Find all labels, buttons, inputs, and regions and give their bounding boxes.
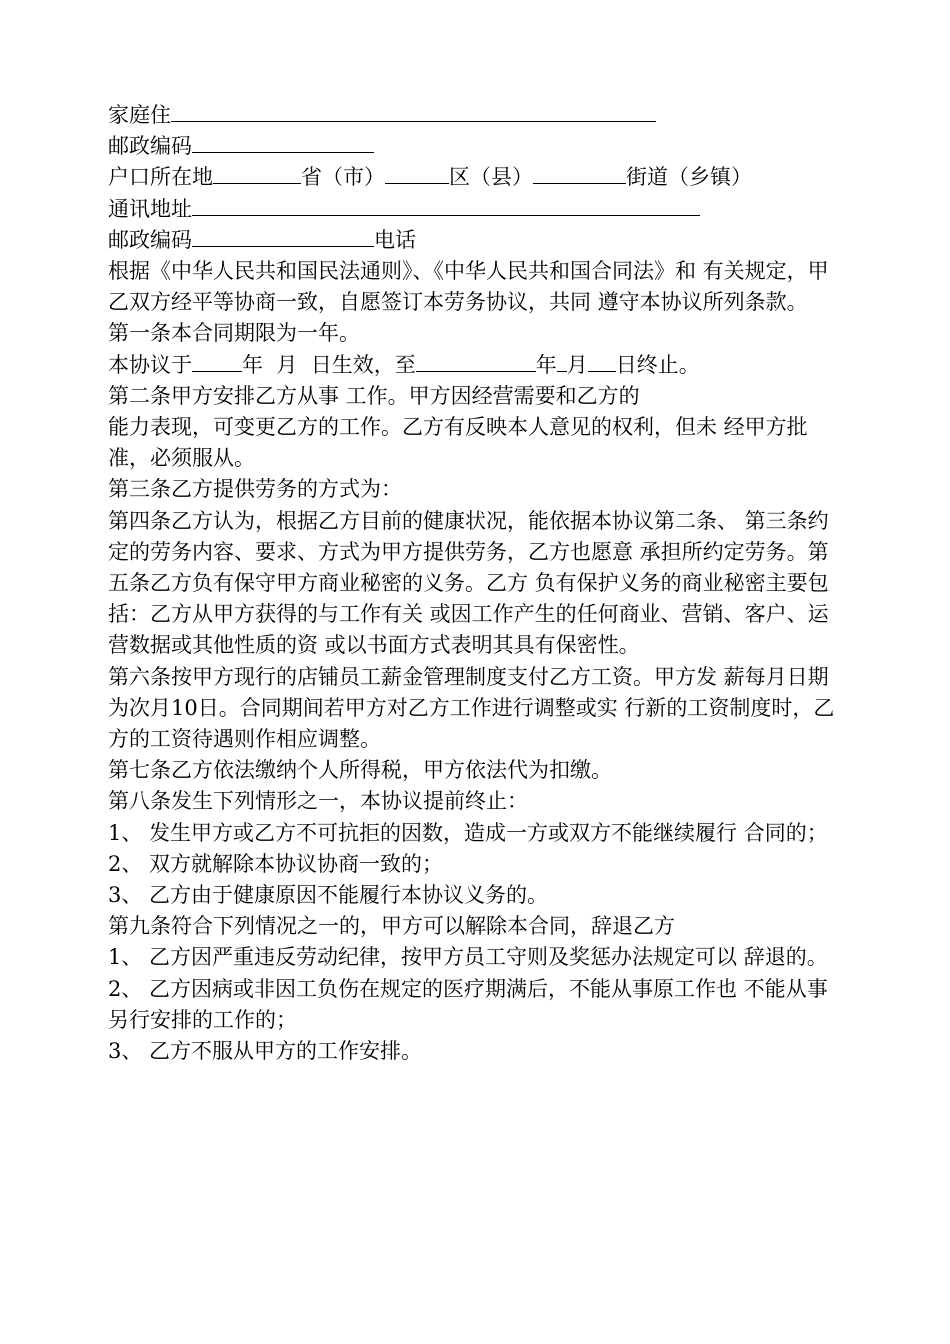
home-address-blank	[171, 100, 656, 122]
postcode-phone-line	[108, 225, 848, 256]
hukou-line	[108, 162, 848, 193]
article-3: 第三条乙方提供劳务的方式为：	[108, 477, 402, 502]
intro-paragraph: 根据《中华人民共和国民法通则》、《中华人民共和国合同法》和 有关规定，甲乙双方经平等协商一致，自愿签订本劳务协议，共同 遵守本协议所列条款。	[108, 258, 829, 315]
hukou-street-blank	[533, 162, 626, 184]
province-label: 省（市）	[301, 165, 385, 190]
end-year-label: 年	[535, 352, 557, 377]
end-month-blank	[557, 350, 567, 372]
hukou-label: 户口所在地	[108, 165, 213, 190]
article-9-item: 1、 乙方因严重违反劳动纪律，按甲方员工守则及奖惩办法规定可以 辞退的。	[108, 945, 828, 970]
start-day-label: 日生效，至	[310, 352, 416, 377]
mailing-address-label: 通讯地址	[108, 196, 192, 221]
postcode-label-2: 邮政编码	[108, 227, 192, 252]
district-label: 区（县）	[449, 165, 533, 190]
mailing-address-blank	[192, 194, 700, 216]
article-9: 第九条符合下列情况之一的，甲方可以解除本合同，辞退乙方	[108, 914, 675, 939]
postcode-label: 邮政编码	[108, 134, 192, 159]
contract-page	[108, 100, 848, 1067]
home-address-label: 家庭住	[108, 103, 171, 127]
hukou-district-blank	[385, 162, 449, 184]
start-year-blank	[192, 350, 242, 372]
start-month-label: 月	[276, 352, 298, 377]
article-9-item: 3、 乙方不服从甲方的工作安排。	[108, 1039, 423, 1063]
article-4-5: 第四条乙方认为，根据乙方目前的健康状况，能依据本协议第二条、 第三条约定的劳务内容、要求、方式为甲方提供劳务，乙方也愿意 承担所约定劳务。第五条乙方负有保守甲方商业秘密的义务。乙方 负有保护义务的商业秘密主要包括：乙方从甲方获得的与工作有关 或因工作产生的任何商业、营销、客户、运营数据或其他性质的资 或以书面方式表明其具有保密性。	[108, 508, 829, 658]
article-2-line-1: 第二条甲方安排乙方从事 工作。甲方因经营需要和乙方的	[108, 383, 640, 408]
postcode-line	[108, 131, 848, 162]
article-1: 第一条本合同期限为一年。	[108, 321, 360, 346]
article-8: 第八条发生下列情形之一，本协议提前终止：	[108, 789, 528, 814]
article-7: 第七条乙方依法缴纳个人所得税，甲方依法代为扣缴。	[108, 758, 612, 783]
term-line	[108, 350, 848, 381]
end-day-blank	[588, 350, 616, 372]
postcode-blank-2	[192, 225, 374, 247]
hukou-province-blank	[213, 162, 301, 184]
article-2-rest: 能力表现，可变更乙方的工作。乙方有反映本人意见的权利，但未 经甲方批准，必须服从。	[108, 414, 808, 471]
home-address-line	[108, 100, 848, 131]
article-8-item: 3、 乙方由于健康原因不能履行本协议义务的。	[108, 882, 549, 907]
phone-label: 电话	[374, 227, 416, 252]
end-month-label: 月	[566, 352, 588, 377]
mailing-address-line	[108, 194, 848, 225]
term-prefix: 本协议于	[108, 352, 192, 377]
end-year-blank	[416, 350, 536, 372]
article-8-item: 2、 双方就解除本协议协商一致的；	[108, 851, 444, 876]
postcode-blank	[192, 131, 374, 153]
end-day-label: 日终止。	[615, 352, 700, 377]
article-6: 第六条按甲方现行的店铺员工薪金管理制度支付乙方工资。甲方发 薪每月日期为次月10日。合同期间若甲方对乙方工作进行调整或实 行新的工资制度时，乙方的工资待遇则作相应调整。	[108, 664, 835, 751]
article-9-item: 2、 乙方因病或非因工负伤在规定的医疗期满后，不能从事原工作也 不能从事另行安排的工作的；	[108, 976, 828, 1032]
street-label: 街道（乡镇）	[626, 165, 752, 190]
article-8-item: 1、 发生甲方或乙方不可抗拒的因数，造成一方或双方不能继续履行 合同的；	[108, 820, 828, 845]
start-year-label: 年	[242, 352, 263, 377]
